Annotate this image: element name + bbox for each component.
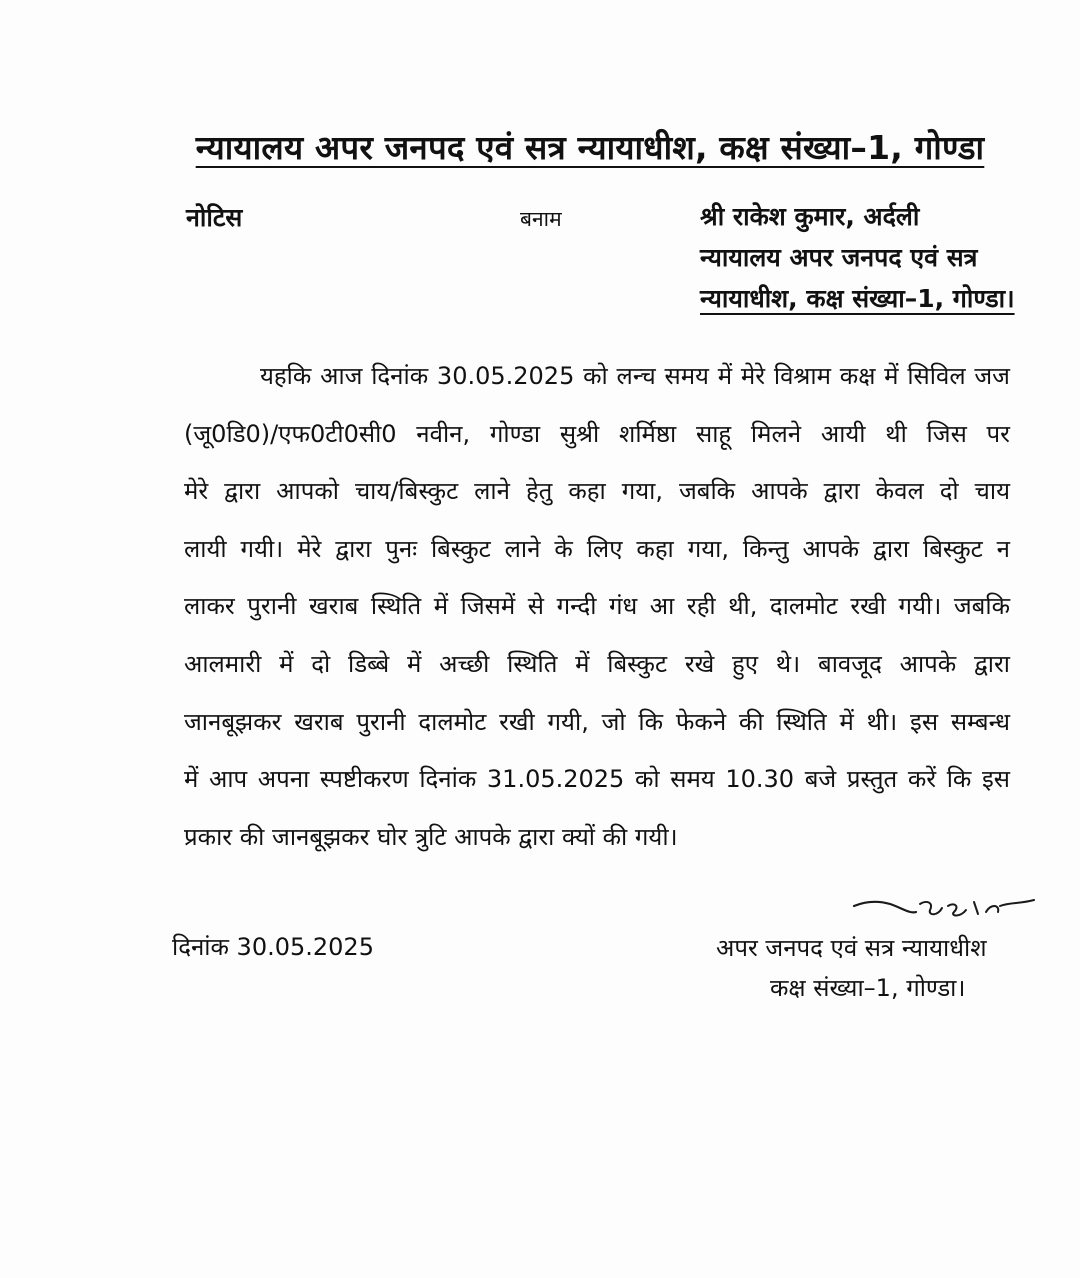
body-line: जानबूझकर खराब पुरानी दालमोट रखी गयी, जो कि फेकने की स्थिति में थी। इस सम्बन्ध [184,707,1010,736]
versus-label: बनाम [520,207,562,231]
addressee-line-office: न्यायाधीश, कक्ष संख्या–1, गोण्डा। [700,284,1015,313]
notice-label: नोटिस [186,203,243,232]
addressee-line-court: न्यायालय अपर जनपद एवं सत्र [700,243,978,272]
signatory-designation: अपर जनपद एवं सत्र न्यायाधीश [716,934,987,962]
handwritten-signature [850,890,1040,930]
body-line: लायी गयी। मेरे द्वारा पुनः बिस्कुट लाने के लिए कहा गया, किन्तु आपके द्वारा बिस्कुट न [184,534,1010,563]
addressee-block [700,196,1020,319]
notice-date: दिनांक 30.05.2025 [172,933,374,961]
signatory-block [700,928,1020,1008]
body-line: प्रकार की जानबूझकर घोर त्रुटि आपके द्वारा क्यों की गयी। [184,822,678,851]
notice-body [184,348,1010,866]
court-heading: न्यायालय अपर जनपद एवं सत्र न्यायाधीश, कक्ष संख्या–1, गोण्डा [195,128,985,167]
body-line: आलमारी में दो डिब्बे में अच्छी स्थिति में बिस्कुट रखे हुए थे। बावजूद आपके द्वारा [184,649,1010,678]
body-line: मेरे द्वारा आपको चाय/बिस्कुट लाने हेतु कहा गया, जबकि आपके द्वारा केवल दो चाय [184,477,1010,506]
body-line: (जू0डि0)/एफ0टी0सी0 नवीन, गोण्डा सुश्री शर्मिष्ठा साहू मिलने आयी थी जिस पर [184,419,1010,448]
addressee-line-name: श्री राकेश कुमार, अर्दली [700,202,920,231]
signatory-office: कक्ष संख्या–1, गोण्डा। [770,974,966,1002]
body-line: में आप अपना स्पष्टीकरण दिनांक 31.05.2025 को समय 10.30 बजे प्रस्तुत करें कि इस [184,765,1010,794]
body-line: यहकि आज दिनांक 30.05.2025 को लन्च समय में मेरे विश्राम कक्ष में सिविल जज [260,362,1010,390]
body-line: लाकर पुरानी खराब स्थिति में जिसमें से गन्दी गंध आ रही थी, दालमोट रखी गयी। जबकि [184,592,1010,621]
